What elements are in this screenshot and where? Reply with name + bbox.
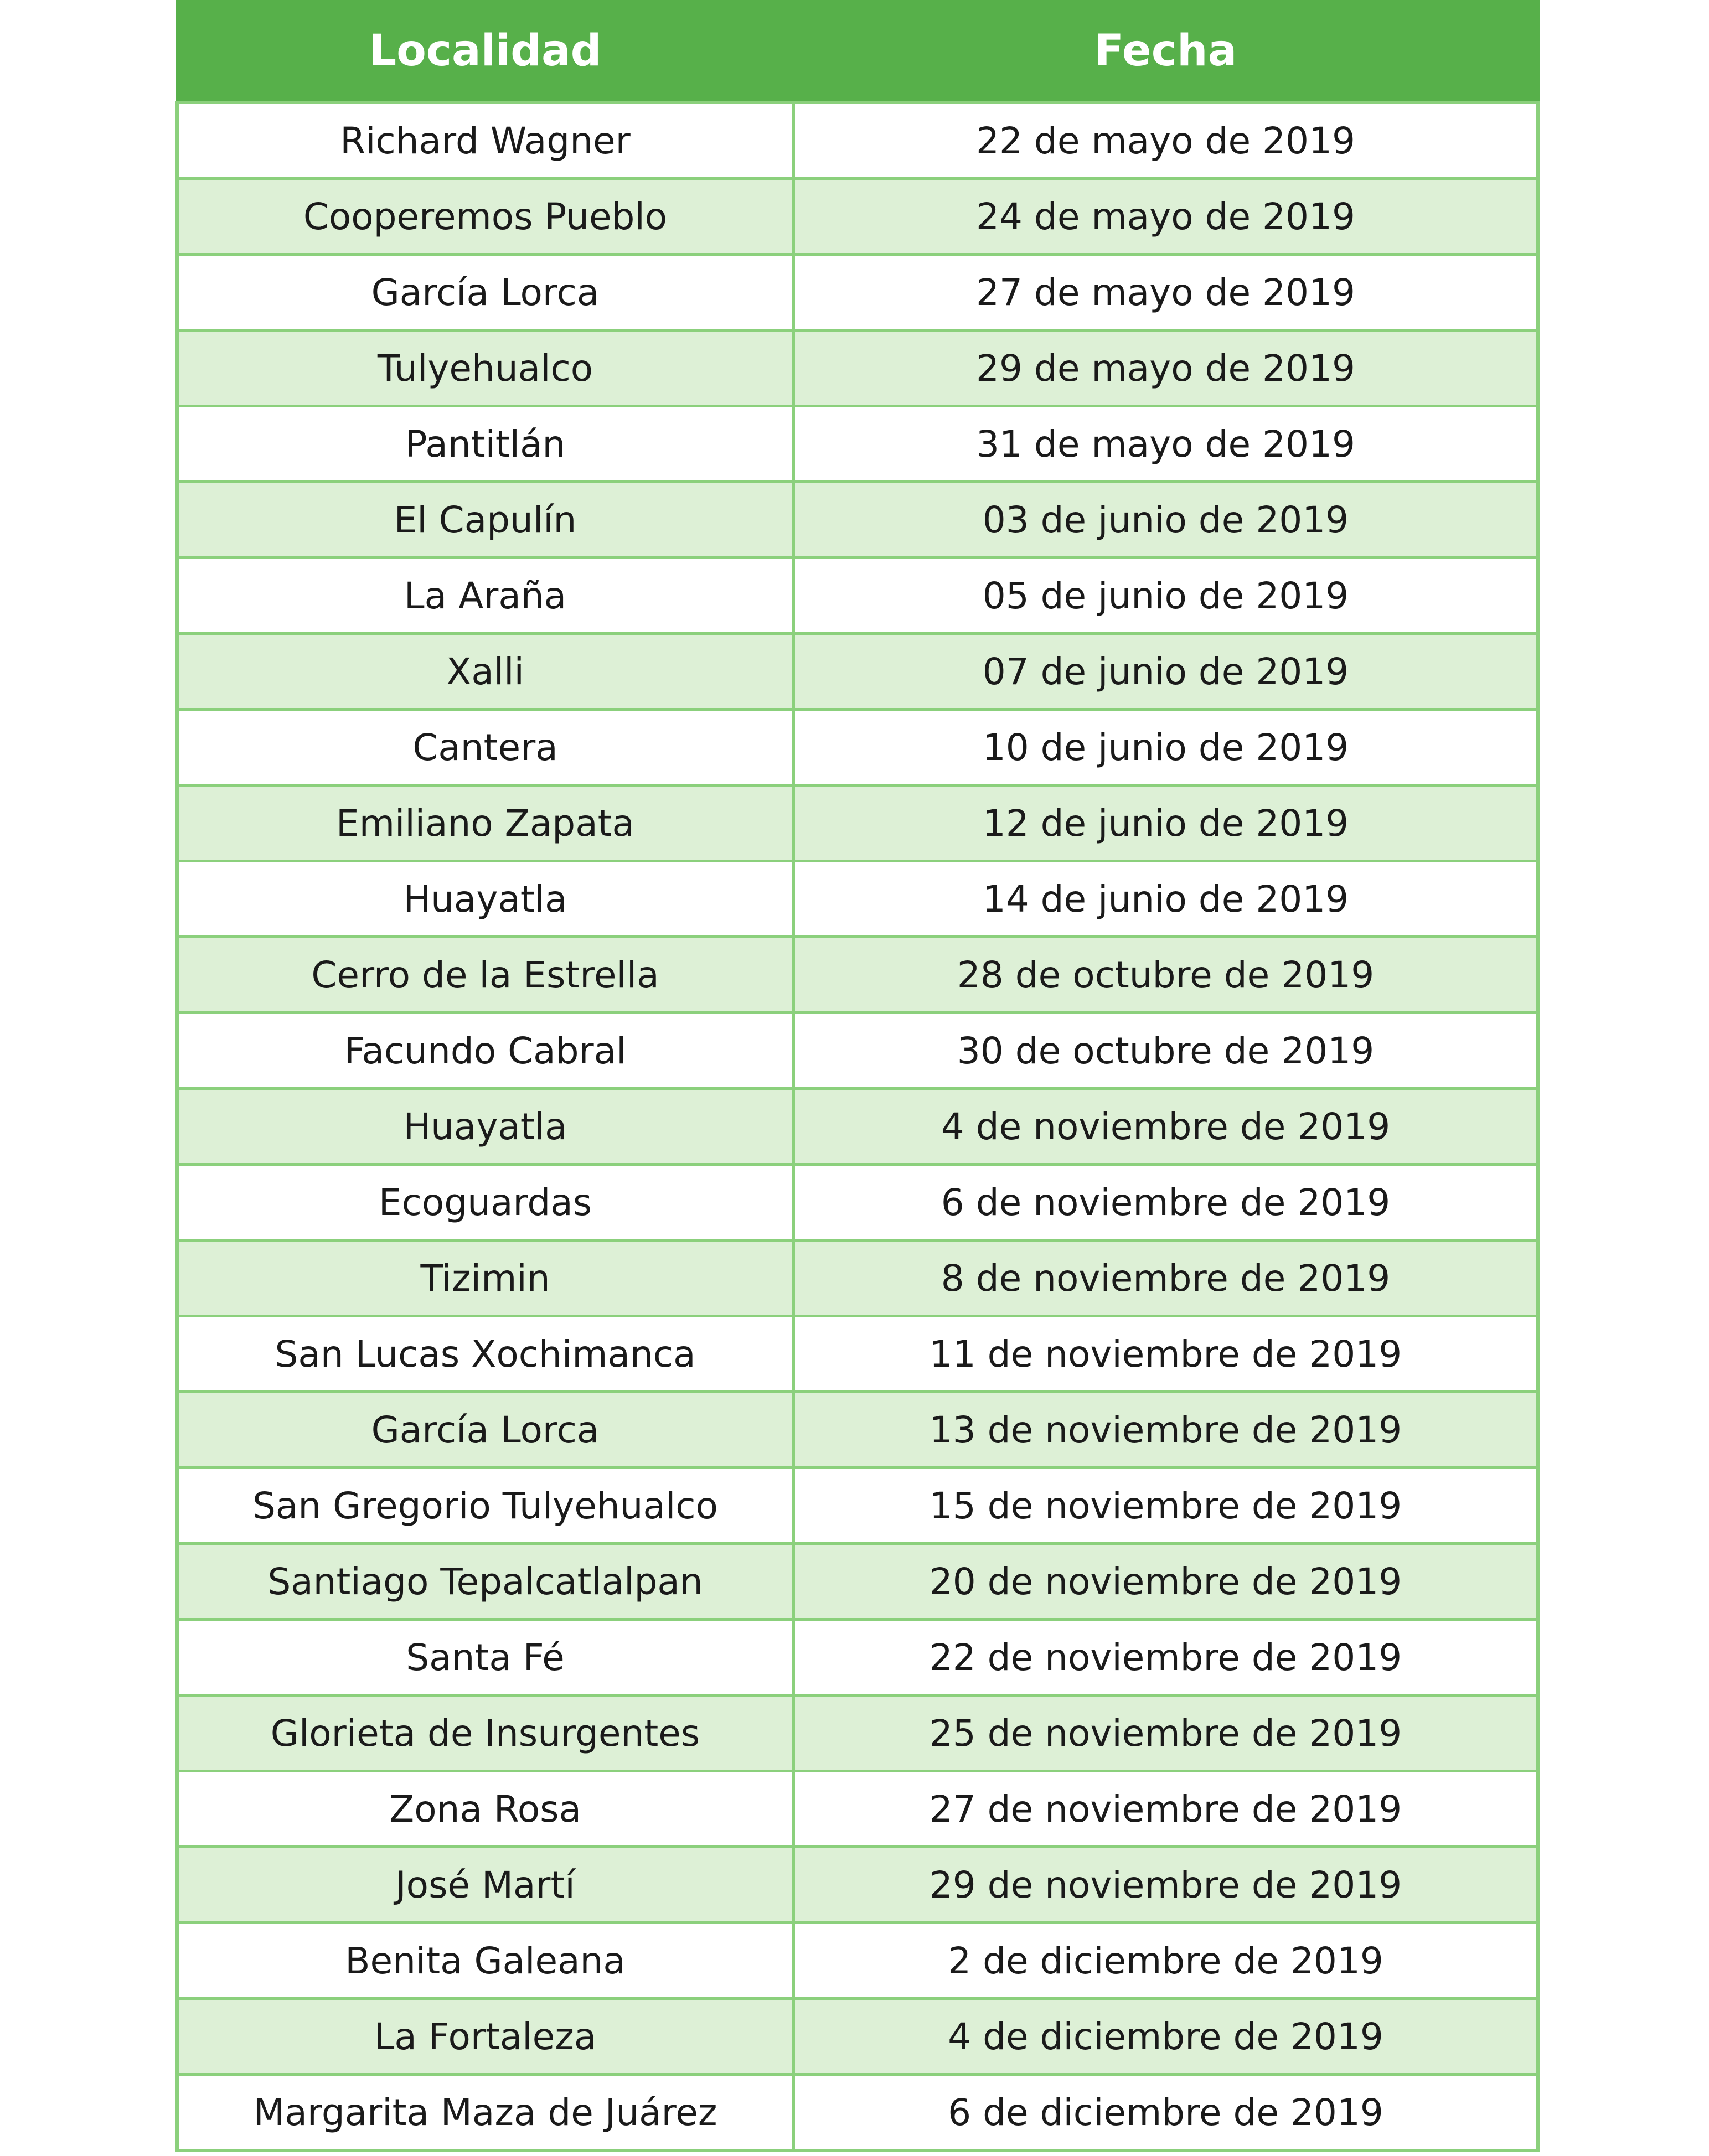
- cell-fecha: 29 de mayo de 2019: [793, 330, 1538, 406]
- cell-fecha: 4 de noviembre de 2019: [793, 1089, 1538, 1165]
- table-row: [177, 861, 1538, 937]
- cell-fecha: 22 de noviembre de 2019: [793, 1620, 1538, 1695]
- cell-fecha: 05 de junio de 2019: [793, 558, 1538, 634]
- table-row: [177, 1013, 1538, 1089]
- cell-localidad: José Martí: [177, 1847, 793, 1923]
- cell-localidad: Tizimin: [177, 1240, 793, 1316]
- cell-localidad: Cerro de la Estrella: [177, 937, 793, 1013]
- cell-fecha: 11 de noviembre de 2019: [793, 1316, 1538, 1392]
- table-row: [177, 1468, 1538, 1544]
- cell-fecha: 03 de junio de 2019: [793, 482, 1538, 558]
- table-row: [177, 1999, 1538, 2075]
- cell-localidad: Benita Galeana: [177, 1923, 793, 1999]
- table-row: [177, 558, 1538, 634]
- cell-localidad: Zona Rosa: [177, 1771, 793, 1847]
- cell-fecha: 31 de mayo de 2019: [793, 406, 1538, 482]
- cell-localidad: San Gregorio Tulyehualco: [177, 1468, 793, 1544]
- table-row: [177, 1089, 1538, 1165]
- header-fecha: Fecha: [793, 0, 1538, 103]
- cell-localidad: Cantera: [177, 710, 793, 785]
- table-row: [177, 785, 1538, 861]
- header-row: [177, 0, 1538, 103]
- cell-fecha: 30 de octubre de 2019: [793, 1013, 1538, 1089]
- cell-fecha: 24 de mayo de 2019: [793, 179, 1538, 255]
- table-row: [177, 1695, 1538, 1771]
- table-row: [177, 1847, 1538, 1923]
- cell-fecha: 29 de noviembre de 2019: [793, 1847, 1538, 1923]
- cell-fecha: 12 de junio de 2019: [793, 785, 1538, 861]
- header-localidad: Localidad: [177, 0, 793, 103]
- table-row: [177, 179, 1538, 255]
- cell-localidad: La Araña: [177, 558, 793, 634]
- table-header: [177, 0, 1538, 103]
- table-row: [177, 710, 1538, 785]
- cell-localidad: García Lorca: [177, 255, 793, 330]
- cell-localidad: Richard Wagner: [177, 103, 793, 179]
- cell-localidad: Ecoguardas: [177, 1165, 793, 1240]
- table-row: [177, 255, 1538, 330]
- table-row: [177, 330, 1538, 406]
- cell-localidad: La Fortaleza: [177, 1999, 793, 2075]
- table-row: [177, 406, 1538, 482]
- table-row: [177, 482, 1538, 558]
- schedule-table-container: [175, 0, 1536, 2152]
- table-row: [177, 634, 1538, 710]
- cell-fecha: 20 de noviembre de 2019: [793, 1544, 1538, 1620]
- cell-localidad: Tulyehualco: [177, 330, 793, 406]
- cell-localidad: Pantitlán: [177, 406, 793, 482]
- cell-localidad: Santiago Tepalcatlalpan: [177, 1544, 793, 1620]
- cell-localidad: Santa Fé: [177, 1620, 793, 1695]
- cell-fecha: 07 de junio de 2019: [793, 634, 1538, 710]
- cell-fecha: 27 de noviembre de 2019: [793, 1771, 1538, 1847]
- cell-localidad: Huayatla: [177, 1089, 793, 1165]
- cell-localidad: El Capulín: [177, 482, 793, 558]
- cell-localidad: García Lorca: [177, 1392, 793, 1468]
- cell-localidad: Glorieta de Insurgentes: [177, 1695, 793, 1771]
- cell-fecha: 15 de noviembre de 2019: [793, 1468, 1538, 1544]
- table-row: [177, 1923, 1538, 1999]
- cell-localidad: Cooperemos Pueblo: [177, 179, 793, 255]
- cell-localidad: Huayatla: [177, 861, 793, 937]
- cell-fecha: 25 de noviembre de 2019: [793, 1695, 1538, 1771]
- table-row: [177, 1620, 1538, 1695]
- cell-fecha: 8 de noviembre de 2019: [793, 1240, 1538, 1316]
- cell-fecha: 13 de noviembre de 2019: [793, 1392, 1538, 1468]
- cell-localidad: Xalli: [177, 634, 793, 710]
- cell-fecha: 6 de noviembre de 2019: [793, 1165, 1538, 1240]
- cell-localidad: San Lucas Xochimanca: [177, 1316, 793, 1392]
- cell-fecha: 4 de diciembre de 2019: [793, 1999, 1538, 2075]
- schedule-table: [175, 0, 1540, 2152]
- cell-localidad: Margarita Maza de Juárez: [177, 2075, 793, 2150]
- table-row: [177, 1240, 1538, 1316]
- cell-fecha: 6 de diciembre de 2019: [793, 2075, 1538, 2150]
- table-row: [177, 2075, 1538, 2150]
- cell-localidad: Emiliano Zapata: [177, 785, 793, 861]
- cell-localidad: Facundo Cabral: [177, 1013, 793, 1089]
- cell-fecha: 28 de octubre de 2019: [793, 937, 1538, 1013]
- table-row: [177, 1544, 1538, 1620]
- table-row: [177, 1392, 1538, 1468]
- cell-fecha: 10 de junio de 2019: [793, 710, 1538, 785]
- table-body: [177, 103, 1538, 2150]
- cell-fecha: 22 de mayo de 2019: [793, 103, 1538, 179]
- cell-fecha: 14 de junio de 2019: [793, 861, 1538, 937]
- table-row: [177, 1165, 1538, 1240]
- table-row: [177, 103, 1538, 179]
- table-row: [177, 1316, 1538, 1392]
- table-row: [177, 1771, 1538, 1847]
- table-row: [177, 937, 1538, 1013]
- cell-fecha: 27 de mayo de 2019: [793, 255, 1538, 330]
- cell-fecha: 2 de diciembre de 2019: [793, 1923, 1538, 1999]
